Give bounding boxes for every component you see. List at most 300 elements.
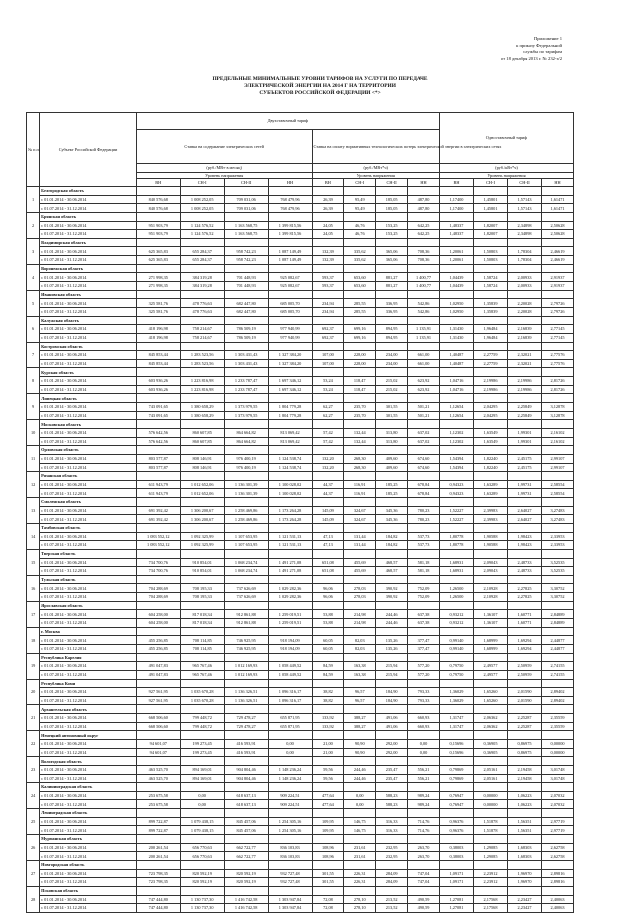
tariff-value: 213,52 (376, 904, 408, 913)
region-number: 27 (27, 860, 40, 886)
empty-cell (408, 679, 440, 688)
empty-cell (439, 757, 473, 766)
empty-cell (473, 420, 507, 429)
empty-cell (473, 472, 507, 481)
empty-cell (439, 342, 473, 351)
empty-cell (268, 187, 312, 196)
period-label: с 01.07.2014 - 31.12.2014 (40, 282, 137, 291)
empty-cell (508, 601, 542, 610)
header-level-sn2: СН-II (508, 179, 542, 187)
header-level-sn1: СН-I (344, 179, 376, 187)
empty-cell (408, 860, 440, 869)
tariff-value: 2,01590 (508, 696, 542, 705)
tariff-value: 2,74155 (542, 662, 574, 671)
empty-cell (473, 394, 507, 403)
period-row (27, 584, 574, 593)
tariff-value: 899 722,87 (136, 826, 180, 835)
empty-cell (473, 627, 507, 636)
header-subject: Субъект Российской Федерации (40, 113, 137, 187)
tariff-value: 84,59 (312, 670, 344, 679)
tariff-value: 653,60 (344, 273, 376, 282)
tariff-value: 1 163 568,75 (224, 230, 268, 239)
region-name: Псковская область (40, 886, 137, 895)
tariff-value: 603 936,26 (136, 377, 180, 386)
empty-cell (180, 860, 224, 869)
tariff-value: 2,20028 (508, 299, 542, 308)
tariff-value: 215,94 (376, 662, 408, 671)
tariff-value: 909 224,51 (268, 800, 312, 809)
tariff-value: 2,27825 (508, 584, 542, 593)
tariff-value: 278,03 (344, 593, 376, 602)
tariff-value: 1 012 169,93 (224, 670, 268, 679)
empty-cell (473, 679, 507, 688)
tariff-value: 94 601,07 (136, 748, 180, 757)
empty-cell (344, 368, 376, 377)
period-row (27, 221, 574, 230)
empty-cell (268, 549, 312, 558)
empty-cell (268, 809, 312, 818)
tariff-value: 1,65260 (473, 696, 507, 705)
tariff-value: 234,94 (312, 307, 344, 316)
tariff-value: 2,58554 (542, 489, 574, 498)
tariff-value: 1 380 658,29 (180, 411, 224, 420)
period-row (27, 765, 574, 774)
empty-cell (508, 342, 542, 351)
empty-cell (376, 523, 408, 532)
empty-cell (439, 187, 473, 196)
tariff-value: 577,20 (408, 662, 440, 671)
tariff-value: 2,49577 (473, 662, 507, 671)
empty-cell (473, 835, 507, 844)
tariff-value: 2,77145 (542, 325, 574, 334)
empty-cell (542, 627, 574, 636)
tariff-value: 215,02 (376, 385, 408, 394)
tariff-value: 107,00 (312, 351, 344, 360)
tariff-value: 709 031,06 (224, 195, 268, 204)
tariff-value: 2,32021 (508, 359, 542, 368)
tariff-value: 656 770,63 (180, 843, 224, 852)
empty-cell (268, 290, 312, 299)
tariff-value: 214,98 (344, 610, 376, 619)
empty-cell (542, 472, 574, 481)
tariff-value: 301,55 (312, 869, 344, 878)
tariff-value: 3,01748 (542, 765, 574, 774)
tariff-value: 2,89402 (542, 696, 574, 705)
tariff-value: 2,16102 (542, 437, 574, 446)
tariff-value: 263,70 (408, 852, 440, 861)
tariff-value: 2,25287 (508, 714, 542, 723)
empty-cell (268, 446, 312, 455)
tariff-value: 899 722,87 (136, 817, 180, 826)
tariff-value: 1 136 301,39 (224, 480, 268, 489)
tariff-value: 1,61471 (542, 204, 574, 213)
tariff-value: 1,52227 (439, 506, 473, 515)
tariff-value: 3,12878 (542, 403, 574, 412)
tariff-value: 932 727,48 (268, 869, 312, 878)
tariff-value: 253 675,58 (136, 791, 180, 800)
empty-cell (408, 705, 440, 714)
tariff-value: 2,77576 (542, 351, 574, 360)
empty-cell (542, 342, 574, 351)
tariff-value: 53,24 (312, 377, 344, 386)
tariff-value: 1 254 305,16 (268, 817, 312, 826)
tariff-value: 1,36029 (439, 696, 473, 705)
tariff-value: 660,93 (408, 722, 440, 731)
tariff-value: 685 005,70 (268, 307, 312, 316)
tariff-value: 1,27081 (439, 895, 473, 904)
tariff-value: 623,92 (408, 385, 440, 394)
tariff-value: 1 697 346,12 (268, 377, 312, 386)
tariff-value: 235,70 (344, 411, 376, 420)
period-row (27, 247, 574, 256)
empty-cell (473, 575, 507, 584)
tariff-value: 820 592,19 (224, 869, 268, 878)
tariff-value: 747,04 (408, 869, 440, 878)
tariff-value: 845 853,44 (136, 359, 180, 368)
empty-cell (136, 523, 180, 532)
empty-cell (542, 705, 574, 714)
header-unit-losses: (руб./МВт*ч) (312, 164, 439, 173)
tariff-value: 662 722,77 (224, 843, 268, 852)
region-number: 9 (27, 394, 40, 420)
tariff-value: 263,70 (408, 843, 440, 852)
tariff-value: 747,04 (408, 878, 440, 887)
tariff-value: 2,10928 (473, 584, 507, 593)
tariff-value: 108,96 (312, 852, 344, 861)
empty-cell (473, 653, 507, 662)
region-name: Тверская область (40, 549, 137, 558)
empty-cell (344, 627, 376, 636)
empty-cell (180, 264, 224, 273)
tariff-value: 1 327 384,20 (268, 359, 312, 368)
period-label: с 01.07.2014 - 31.12.2014 (40, 437, 137, 446)
tariff-value: 0,79750 (439, 670, 473, 679)
empty-cell (136, 809, 180, 818)
tariff-value: 1,12302 (439, 437, 473, 446)
tariff-value: 131,44 (344, 532, 376, 541)
empty-cell (439, 835, 473, 844)
tariff-value: 894,95 (376, 333, 408, 342)
period-row (27, 774, 574, 783)
empty-cell (344, 886, 376, 895)
tariff-value: 2,62758 (542, 852, 574, 861)
tariff-value: 1,29085 (473, 852, 507, 861)
tariff-value: 455 256,85 (136, 644, 180, 653)
period-label: с 01.07.2014 - 31.12.2014 (40, 774, 137, 783)
region-row (27, 757, 574, 766)
tariff-value: 747 444,80 (136, 904, 180, 913)
period-row (27, 299, 574, 308)
region-name: Брянская область (40, 212, 137, 221)
tariff-value: 692,37 (312, 333, 344, 342)
tariff-value: 793,33 (408, 696, 440, 705)
empty-cell (136, 835, 180, 844)
tariff-value: 729 478,27 (224, 722, 268, 731)
tariff-value: 691 392,42 (136, 515, 180, 524)
tariff-value: 301,55 (312, 878, 344, 887)
header-level-nn: НН (542, 179, 574, 187)
empty-cell (136, 342, 180, 351)
empty-cell (344, 264, 376, 273)
empty-cell (376, 601, 408, 610)
tariff-value: 132,20 (312, 454, 344, 463)
tariff-value: 215,94 (376, 670, 408, 679)
empty-cell (376, 809, 408, 818)
tariff-value: 1,58724 (473, 282, 507, 291)
tariff-value: 1,27081 (439, 904, 473, 913)
tariff-value: 235,70 (344, 403, 376, 412)
empty-cell (224, 420, 268, 429)
region-row (27, 653, 574, 662)
period-label: с 01.07.2014 - 31.12.2014 (40, 204, 137, 213)
tariff-value: 2,58554 (542, 480, 574, 489)
tariff-value: 60,05 (312, 636, 344, 645)
empty-cell (268, 783, 312, 792)
tariff-value: 1,17400 (439, 204, 473, 213)
tariff-value: 1 303 947,84 (268, 904, 312, 913)
tariff-value: 864 664,82 (224, 428, 268, 437)
header-number: № п.п. (27, 113, 40, 187)
empty-cell (224, 549, 268, 558)
empty-cell (180, 187, 224, 196)
empty-cell (136, 264, 180, 273)
tariff-value: 135,26 (376, 636, 408, 645)
tariff-value: 537,73 (408, 532, 440, 541)
period-row (27, 256, 574, 265)
tariff-value: 1,56351 (508, 826, 542, 835)
tariff-value: 746 925,95 (224, 636, 268, 645)
region-number: 6 (27, 316, 40, 342)
tariff-value: 1 068 234,74 (224, 567, 268, 576)
region-name: Орловская область (40, 446, 137, 455)
region-row (27, 886, 574, 895)
tariff-value: 231,61 (344, 852, 376, 861)
tariff-value: 662 722,77 (224, 852, 268, 861)
tariff-value: 576 642,56 (136, 428, 180, 437)
empty-cell (224, 316, 268, 325)
tariff-value: 817 018,34 (180, 619, 224, 628)
period-row (27, 670, 574, 679)
tariff-value: 235,47 (376, 774, 408, 783)
tariff-value: 1,68931 (439, 558, 473, 567)
region-row (27, 420, 574, 429)
empty-cell (542, 394, 574, 403)
tariff-value: 90,90 (344, 740, 376, 749)
tariff-value: 316,33 (376, 826, 408, 835)
period-row (27, 826, 574, 835)
period-label: с 01.01.2014 - 30.06.2014 (40, 532, 137, 541)
region-number: 13 (27, 498, 40, 524)
empty-cell (344, 342, 376, 351)
empty-cell (180, 601, 224, 610)
tariff-value: 1 012 169,93 (224, 662, 268, 671)
period-row (27, 351, 574, 360)
period-label: с 01.07.2014 - 31.12.2014 (40, 800, 137, 809)
empty-cell (508, 238, 542, 247)
tariff-value: 976 400,19 (224, 463, 268, 472)
tariff-value: 1,82240 (473, 454, 507, 463)
period-label: с 01.01.2014 - 30.06.2014 (40, 895, 137, 904)
tariff-value: 840 576,68 (136, 195, 180, 204)
empty-cell (408, 627, 440, 636)
tariff-value: 390,92 (376, 584, 408, 593)
empty-cell (376, 472, 408, 481)
empty-cell (180, 446, 224, 455)
tariff-value: 215,02 (376, 377, 408, 386)
empty-cell (542, 809, 574, 818)
period-label: с 01.01.2014 - 30.06.2014 (40, 765, 137, 774)
tariff-value: 2,06362 (473, 714, 507, 723)
period-row (27, 722, 574, 731)
empty-cell (268, 368, 312, 377)
tariff-value: 324,67 (344, 506, 376, 515)
tariff-value: 384 319,28 (180, 273, 224, 282)
tariff-value: 131,44 (344, 541, 376, 550)
tariff-value: 661,00 (408, 351, 440, 360)
empty-cell (312, 342, 344, 351)
tariff-value: 0,94323 (439, 489, 473, 498)
tariff-value: 3,27483 (542, 506, 574, 515)
empty-cell (312, 498, 344, 507)
tariff-value: 1,63549 (473, 437, 507, 446)
empty-cell (312, 523, 344, 532)
tariff-value: 1,40487 (439, 359, 473, 368)
empty-cell (508, 705, 542, 714)
tariff-value: 487,80 (408, 195, 440, 204)
empty-cell (408, 264, 440, 273)
appendix-note (392, 36, 562, 62)
tariff-value: 611 943,79 (136, 480, 180, 489)
tariff-value: 278,10 (344, 904, 376, 913)
tariff-value: 284,09 (376, 869, 408, 878)
tariff-value: 1 400,77 (408, 273, 440, 282)
header-one-part-tariff: Одноставочный тариф (439, 113, 573, 164)
region-row (27, 783, 574, 792)
tariff-value: 904 804,46 (224, 774, 268, 783)
tariff-value: 808 146,91 (180, 454, 224, 463)
empty-cell (439, 316, 473, 325)
tariff-value: 2,16839 (508, 325, 542, 334)
tariff-value: 388,27 (344, 722, 376, 731)
empty-cell (224, 757, 268, 766)
tariff-value: 455,69 (344, 558, 376, 567)
tariff-value: 0,15696 (439, 748, 473, 757)
empty-cell (312, 212, 344, 221)
tariff-value: 2,50628 (542, 221, 574, 230)
empty-cell (408, 783, 440, 792)
region-row (27, 472, 574, 481)
tariff-value: 588,23 (376, 800, 408, 809)
tariff-value: 1,36107 (473, 619, 507, 628)
empty-cell (268, 342, 312, 351)
region-number: 19 (27, 653, 40, 679)
tariff-value: 1,57143 (508, 204, 542, 213)
empty-cell (408, 731, 440, 740)
tariff-value: 1 012 652,06 (180, 489, 224, 498)
header-level-sn1: СН-I (473, 179, 507, 187)
tariff-value: 228,00 (344, 351, 376, 360)
period-label: с 01.07.2014 - 31.12.2014 (40, 515, 137, 524)
tariff-value: 455 256,85 (136, 636, 180, 645)
tariff-value: 1,96484 (473, 333, 507, 342)
period-row (27, 359, 574, 368)
empty-cell (439, 238, 473, 247)
empty-cell (136, 316, 180, 325)
tariff-value: 678,84 (408, 489, 440, 498)
period-label: с 01.07.2014 - 31.12.2014 (40, 826, 137, 835)
region-row (27, 835, 574, 844)
period-label: с 01.01.2014 - 30.06.2014 (40, 662, 137, 671)
empty-cell (473, 290, 507, 299)
tariff-value: 271 998,35 (136, 282, 180, 291)
tariff-value: 1,26500 (439, 584, 473, 593)
tariff-value: 478 776,63 (180, 299, 224, 308)
empty-cell (224, 575, 268, 584)
tariff-value: 146,75 (344, 817, 376, 826)
region-name: Архангельская область (40, 705, 137, 714)
empty-cell (180, 809, 224, 818)
tariff-value: 2,10928 (473, 593, 507, 602)
empty-cell (508, 420, 542, 429)
region-number: 10 (27, 420, 40, 446)
tariff-value: 820 592,19 (180, 878, 224, 887)
empty-cell (344, 446, 376, 455)
tariff-value: 674,60 (408, 454, 440, 463)
region-number: 21 (27, 705, 40, 731)
empty-cell (224, 394, 268, 403)
tariff-value: 845 853,44 (136, 351, 180, 360)
region-row (27, 860, 574, 869)
region-name: Ленинградская область (40, 809, 137, 818)
tariff-value: 72,08 (312, 904, 344, 913)
tariff-value: 2,19458 (508, 765, 542, 774)
empty-cell (224, 627, 268, 636)
tariff-value: 90,90 (344, 748, 376, 757)
empty-cell (439, 860, 473, 869)
empty-cell (312, 472, 344, 481)
tariff-value: 133,92 (312, 714, 344, 723)
tariff-value: 1,51878 (473, 826, 507, 835)
tariff-value: 2,48733 (508, 567, 542, 576)
tariff-value: 734 700,76 (136, 558, 180, 567)
empty-cell (542, 549, 574, 558)
tariff-value: 813 069,42 (268, 437, 312, 446)
tariff-value: 2,45175 (508, 454, 542, 463)
tariff-value: 228,00 (344, 359, 376, 368)
tariff-value: 1,99301 (508, 437, 542, 446)
tariff-value: 1 100 028,02 (268, 480, 312, 489)
tariff-value: 2,44877 (542, 636, 574, 645)
tariff-value: 3,01748 (542, 774, 574, 783)
empty-cell (136, 860, 180, 869)
empty-cell (344, 575, 376, 584)
period-row (27, 411, 574, 420)
tariff-value: 0,79750 (439, 662, 473, 671)
tariff-value: 747 444,80 (136, 895, 180, 904)
tariff-value: 581,18 (408, 567, 440, 576)
region-name: Тамбовская область (40, 523, 137, 532)
title-line: ЭЛЕКТРИЧЕСКОЙ ЭНЕРГИИ НА 2014 Г НА ТЕРРИТОРИИ (244, 83, 396, 89)
empty-cell (344, 498, 376, 507)
empty-cell (344, 835, 376, 844)
empty-cell (376, 187, 408, 196)
region-number: 7 (27, 342, 40, 368)
tariff-value: 268,30 (344, 463, 376, 472)
tariff-value: 199 273,45 (180, 748, 224, 757)
empty-cell (180, 835, 224, 844)
empty-cell (224, 679, 268, 688)
tariff-value: 1,63289 (473, 489, 507, 498)
